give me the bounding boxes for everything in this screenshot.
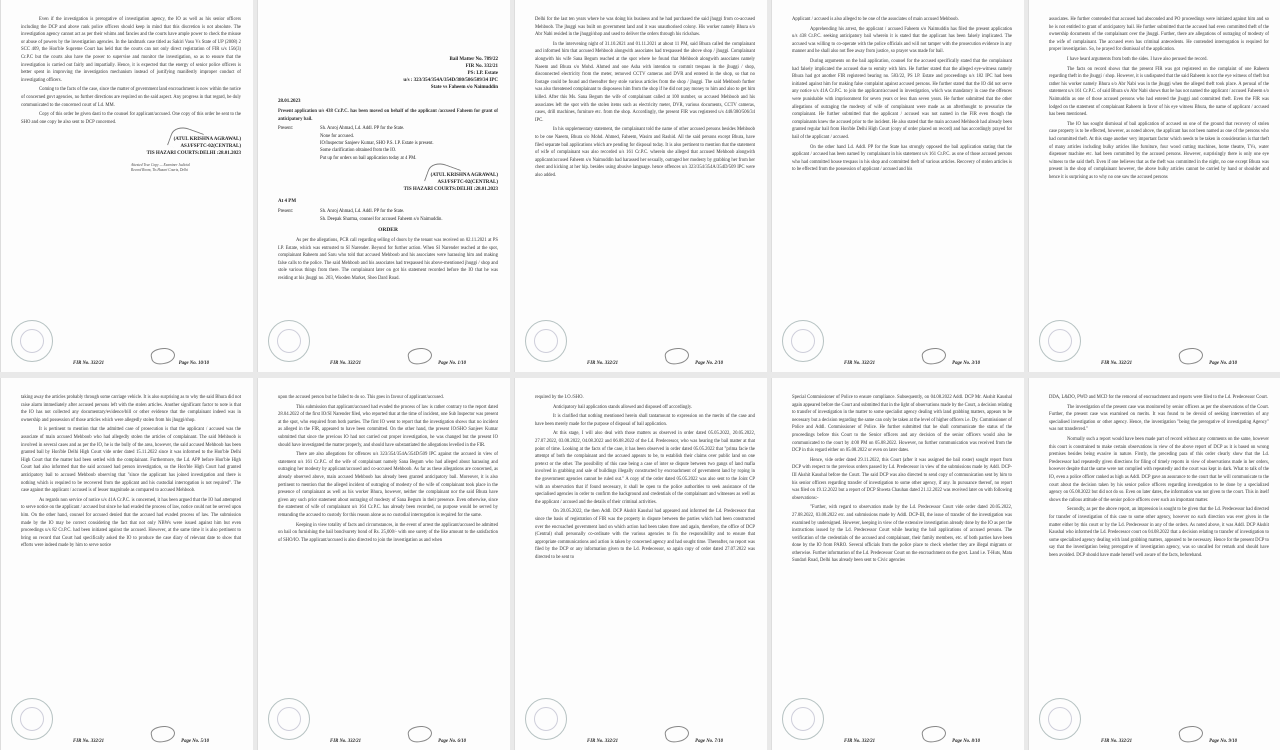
paragraph: Secondly, as per the above report, an impression is sought to be given that the Ld. Predecessor had directed for transfer of investigation of this case to some other agency, however no such direction was ever given in the matter either by this court or by the Ld. Predecessor in any of the orders. As noted above, it was Addl. DCP Akshit Kaushal who informed the Ld. Predecessor court on 04.08.2022 that a decision relating to transfer of investigation to some specialized agency dealing with land grabbing matters, appeared to be necessary. Hence for the present DCP to say that the investigation being prerogative of investigation agency, was so uncalled for remark and should have been avoided. DCP should have made herself well aware of the facts, beforehand. [1049,507,1269,558]
signature-line: TIS HAZARI COURTS:DELHI :28.01.2023 [403,187,498,193]
paragraph: taking away the articles probably through some carriage vehicle. It is also surprising as to why the said Bhura did not raise alarm immediately after accused persons left with the stolen articles. Another significant factor to note is that the IO has not collected any documentary/evidence/bill or other evidence that the complainant indeed was in ownership and possession of those articles which were allegedly stolen from his jhuggi/shop. [21,395,241,423]
case-header [278,56,498,91]
page-number: Page No. 7/10 [695,739,723,744]
present-list [320,125,434,162]
initial-signature-icon [921,724,948,745]
case-header-line: FIR No. 332/21 [465,64,498,69]
signature-line: ASJ/FSFTC-02(CENTRAL) [437,180,498,186]
paragraph: DDA, L&DO, PWD and MCD for the removal of encroachment and reports were filed to the Ld. Predecessor Court. [1049,395,1268,400]
initial-signature-icon [407,346,434,367]
page-number: Page No. 3/10 [952,361,980,366]
paragraph: Normally such a report would have been made part of record without any comments on the same, however this court is constrained to make certain observations in view of the above report of DCP as it is based on wrong premises besides being evasive in nature. Firstly, the preceding para of this order clearly show that the Ld. Predecessor had repeatedly given directions for filing of timely reports in view of observations made in her orders, however despite that the same were not complied with repeatedly and the court was kept in dark. What to talk of the IO, even a police officer ranked as high as Addl. DCP gave an assurance to the court that he will communicate to the court about the decision taken by his senior police officers regarding investigation to be done by a specialized agency on 05.08.2022 but did not do so. Even on later dates, the information was not given to the court. This in itself shows the callous attitude of the senior police officers over such an important matter. [1049,436,1269,503]
paragraph: Keeping in view totality of facts and circumstances, in the event of arrest the applicant/accused be admitted on bail on furnishing the bail bond/surety bond of Rs. 25,000/- with one surety of the like amount to the satisfaction of SHO/IO. The applicant/accused is also directed to join the investigation as and when [278,522,498,543]
present-block [278,208,498,223]
initial-signature-icon [1178,346,1205,367]
page-number: Page No. 8/10 [952,739,980,744]
order-date: At 4 PM [278,199,297,205]
signature-line: (ATUL KRISHNA AGRAWAL) [173,137,241,143]
document-page [514,0,767,372]
court-seal-icon [268,698,310,740]
present-line: IO/Inspector Sanjeev Kumar, SHO P.S. I.P. Estate is present. [320,141,434,146]
court-seal-icon [782,320,824,362]
initial-signature-icon [150,724,177,745]
court-seal-icon [782,698,824,740]
paragraph: "Further, with regard to observation made by the Ld. Predecessor Court vide order dated 20.05.2022, 27.08.2022, 03.08.2022 etc. and submissions made by Addl. DCP-III, the issue of transfer of the investigation was examined by undersigned. However, keeping in view of the extensive investigation already done by the IO as per the instructions issued by the Ld. Predecessor Court while hearing the bail applications of accused persons. The verification of the credentials of the accused and complainant, their family members, etc. of both parties have been done by the IO from PARO. Several officials from the police place to check whether they are illegal migrants or otherwise. Further information of the Ld. Predecessor Court on the encroachment on the govt. Land i.e. T-Huts, Mata Sundari Road, Delhi has already been sent to Civic agencies [792,505,1012,564]
present-line: Put up for orders on bail application today at 4 PM. [320,155,417,161]
document-page [0,378,253,750]
page-number: Page No. 6/10 [438,739,466,744]
fir-number: FIR No. 332/21 [1101,361,1133,366]
paragraph: There are also allegations for offences u/s 323/354/354A/354D/509 IPC against the accused in view of statement u/s 161 Cr.P.C. of the wife of complainant namely Sana Begum who had alleged about harassing and outraging her modesty by applicant/accused and co-accused Mehboob. As far as these allegations are concerned, as already observed above, main accused Mehboob has already been granted anticipatory bail. Moreover, it is also pertinent to mention that the alleged incident of outraging of modesty of the wife of complainant took place in the presence of complainant as well as his worker Bhura, however, neither the complainant nor the said Bhura have given any such prior statement about outraging of modesty of Sana Begum in their presence. Even otherwise, since the statement of wife of complainant u/s 164 Cr.P.C. has already been recorded, no purpose would be served by remanding the accused to custody for this reason alone as no custodial interrogation is required for the same. [278,452,498,518]
page-number: Page No. 4/10 [1209,361,1237,366]
present-line: Sh. Anroj Ahmad, Ld. Addl. PP for the State. [320,126,405,132]
paragraph: In his supplementary statement, the complainant told the name of other accused persons besides Mehboob to be one Naeem, Bhura s/o Mohd. Ahmed, Faheem, Wasim and Rashid. All the said persons except Bhura, have filed separate bail applications which are pending for disposal today. It is also pertinent to mention that the statement of wife of complainant was also recorded u/s 161 Cr.P.C. wherein she alleged that accused Mehboob alongwith applicant/accused Faheem s/o Naimuddin had harassed her sexually, outraged her modesty by grabbing her from her chest and kicking at her hip. besides using abusive language. hence offences u/s 323/354/354A/354D/509 IPC were also added. [535,127,755,178]
paragraph: As per the allegations, PCR call regarding selling of doors by the tenant was received on 02.11.2021 at PS I.P. Estate, which was entrusted to SI Narender. Beyond for further action. When SI Narender reached at the spot, complainant Raheem and Saru who told that accused Mehboob and his associates were harassing him and making false calls to the police. The said Mehboob and his associates had trespassed his above-mentioned jhuggi / shop and stole various things from there. The complainant later on got his statement recorded before the IO that he was residing at his jhuggi no. 203, Wooden Market, Sheo Dard Road. [278,238,498,281]
present-list [320,208,443,223]
signature-line: ASJ/FSFTC-02(CENTRAL) [180,144,241,150]
present-label: Present: [278,209,294,215]
fir-number: FIR No. 332/21 [73,739,105,744]
paragraph: It is pertinent to mention that the admitted case of prosecution is that the applicant / accused was the associate of main accused Mehboob who had allegedly stolen the articles of complainant. The said Mehboob is involved in several cases and as per the IO, he is the bully of the area, however, the said accused Mehboob has been granted bail by Hon'ble Delhi High Court vide order dated 15.11.2022 since it was informed to the Hon'ble Delhi High Court that the matter had been settled with the complainant. Furthermore, the Ld. APP before Hon'ble High Court had also informed that the said accused had person investigation, so the Hon'ble High Court had granted anticipatory bail to accused Mehboob observing that "since the applicant has joined investigation and there is nothing which is required to be recovered from the applicant and his custodial interrogation is not required". The case against the applicant / accused is of lesser magnitude as compared to accused Mehboob. [21,427,241,494]
paragraph: The IO has sought dismissal of bail application of accused on one of the ground that recovery of stolen case property is to be effected, however, as noted above, the applicant has not been named as one of the persons who had committed theft. At this stage another very important factor which needs to be taken in consideration is that theft of many articles including bulky articles like furniture, four wood cutting machines, home theatre, TVs, water dispenser machine etc. had been committed by the accused persons. However, surprisingly there is only one eye witness to the said theft. Even if one believes that as the theft was committed in the night, no one except Bhura was present in the shop of complainant however, the above bulky articles cannot be carried by hand or shoulder and hence it is surprising as to why no one saw the accused persons [1049,121,1269,180]
present-line: Sh. Anroj Ahmad, Ld. Addl. PP for the State. [320,209,405,215]
case-header-line: State vs Faheem s/o Naimuddin [430,85,498,90]
court-seal-icon [525,698,567,740]
court-seal-icon [11,320,53,362]
judge-signature-block [21,136,241,157]
paragraph: Delhi for the last ten years where he was doing his business and he had purchased the said jhuggi from co-accused Mehboob. The jhuggi was built on government land and it was unauthorised colony. His worker namely Bhura s/o Abr Nabi resided in the jhuggi/shop and used to deliver the orders through his rickshaw. [535,17,755,38]
signature-line: (ATUL KRISHNA AGRAWAL) [430,173,498,179]
fir-number: FIR No. 332/21 [73,361,105,366]
document-page [257,0,510,372]
page-number: Page No. 10/10 [178,361,209,366]
signature-line: TIS HAZARI COURTS:DELHI :28.01.2023 [146,151,241,157]
initial-signature-icon [921,346,948,367]
court-seal-icon [11,698,53,740]
court-seal-icon [525,320,567,362]
court-seal-icon [1039,320,1081,362]
document-page [771,0,1024,372]
paragraph: The facts on record shows that the present FIR was got registered on the complaint of one Raheem regarding theft in the jhuggi / shop. However, it is undisputed that the said Raheem is not the eye witness of theft but rather his worker namely Bhura s/o Abr Nabi was in the jhuggi when the alleged theft took place. A perusal of the statement u/s 161 Cr.P.C. of said Bhura s/o Abr Nabi shows that he has not named the applicant / accused Faheem s/o Naimuddin as one of those accused persons who had entered the jhuggi and committed theft. Even the FIR was lodged on the statement of complainant Raheem in favor of his eye witness Bhura, the name of applicant / accused has been mentioned. [1049,66,1270,118]
paragraph: associates. He further contended that accused had absconded and PO proceedings were initiated against him and so he is not entitled to grant of anticipatory bail. He further submitted that the accused had even committed theft of the ownership documents of the complainant over the jhuggi. Further, there are allegations of outraging of modesty of the wife of complainant. The accused even has criminal antecedents. He contended interrogation is required for proper investigation. So, he prayed for dismissal of the application. [1049,17,1269,53]
page-number: Page No. 1/10 [438,361,466,366]
paragraph: required by the I.O./SHO. [535,395,584,400]
present-block [278,125,498,162]
order-date: 28.01.2023 [278,99,301,104]
initial-signature-icon [664,724,691,745]
paragraph: As regards non service of notice u/s 41A Cr.P.C. is concerned, it has been argued that the IO had attempted to serve notice on the applicant / accused but since he had evaded the process of law, notice could not be served upon him. On the other hand, counsel for accused denied that the accused had evaded process of law. The submission made by the IO may be correct considering the fact that not only NBWs were issued against him but even proceedings u/s 82 Cr.P.C. had been initiated against the accused. However, at the same time it is also pertinent to bring on record that Court had specifically asked the IO to produce the case diary of relevant date to show that efforts were indeed made by him to serve notice [21,497,241,549]
paragraph: Anticipatory bail application stands allowed and disposed off accordingly. [553,404,693,410]
case-header-line: Bail Matter No. 789/22 [449,57,498,62]
initial-signature-icon [407,724,434,745]
judge-signature-block [278,172,498,193]
fir-number: FIR No. 332/21 [330,739,362,744]
present-line: Sh. Deepak Sharma, counsel for accused Faheem s/o Naimuddin. [320,216,443,222]
section-heading: ORDER [378,227,398,234]
initial-signature-icon [1178,724,1205,745]
fir-number: FIR No. 332/21 [330,361,362,366]
paragraph: Hence, vide order dated 29.11.2022, this Court (after it was assigned the bail roster) sought report from DCP with respect to the previous orders passed by Ld. Predecessor in view of the submissions made by Addl. DCP-III Akshit Kaushal before the Court. The said DCP was also directed to send copy of communication sent by him to his senior officers regarding transfer of investigation to some other agency, if any. In pursuance thereof, no report was filed on 19.12.2022 but a report of DCP Shweta Chauhan dated 21.12.2022 was received later on with following observations:- [792,457,1012,501]
paragraph: It is clarified that nothing mentioned herein shall tantamount to expression on the merits of the case and have been merely made for the purpose of disposal of bail application. [535,414,755,427]
document-page [514,378,767,750]
paragraph: On the other hand Ld. Addl. PP for the State has strongly opposed the bail application stating that the applicant / accused has been named by complainant in his statement u/s 161 Cr.P.C. as one of those accused persons who had committed house trespass in his shop and committed theft of various articles. Recovery of stolen articles is to be effected from the possession of applicant / accused and his [792,144,1012,173]
page-number: Page No. 5/10 [181,739,209,744]
paragraph: Even if the investigation is prerogative of investigation agency, the IO as well as his senior officers including the DCP and above rank police officers should keep in mind that this discretion is not absolute. The investigation agency cannot act as per their whims and fancies and the courts have ample power to check the misuse or abuse of powers by the investigation agencies. In the landmark case titled as Sakiri Vasu Vs State of UP (2008) 2 SCC 409, the Hon'ble Supreme Court has held that the courts can not only direct registration of FIR u/s 156(3) Cr.P.C but the courts also have the power to supervise and monitor the investigation, so as to ensure that the investigation is carried out fairly and impartially. Hence, it is expected that the energy of senior police officers is better spent in improving the investigation mechanism instead of justifying manifestly improper conduct of investigating officers. [21,17,241,83]
fir-number: FIR No. 332/21 [587,361,619,366]
fir-number: FIR No. 332/21 [844,739,876,744]
fir-number: FIR No. 332/21 [587,739,619,744]
document-page [771,378,1024,750]
attestation-stamp: Attested True Copy — Examiner Judicial Record Room, Tis Hazari Courts, Delhi [131,163,190,173]
paragraph: During arguments on the bail application, counsel for the accused specifically stated that the complainant had falsely implicated the accused due to enmity with him. He further stated that the alleged eye-witness namely Bhura had got another FIR registered bearing no. 583/22, PS I.P. Estate and proceedings u/s 182 IPC had been initiated against him for making false complaint against accused persons. He further stated that the IO did not serve any notice u/s 41A Cr.P.C. to join the applicant/accused in investigation, which was mandatory in case the offences were punishable with imprisonment for seven years or less than seven years. He further submitted that the other allegations of outraging the modesty of wife of complainant were made as an afterthought to pressurize the complainant. He further submitted that the applicant / accused was not named in the FIR even though the complainants knew the accused prior to the incident. He also stated that the main accused Mehboob had already been granted regular bail from Hon'ble Delhi High Court (copy of order placed on record) and has accordingly prayed for bail of the applicant / accused. [792,58,1012,140]
paragraph: Applicant / accused is also alleged to be one of the associates of main accused Mehboob. [792,17,959,22]
paragraph: The investigation of the present case was monitored by senior officers as per the observations of the Court. Further, the present case was examined on merits. It was found to be devoid of seeking intervention of any specialised investigation or other agency. Hence, the investigation "being the prerogative of investigating Agency" was not transferred." [1049,404,1269,433]
paragraph: Apprehending his arrest, the applicant / accused Faheem s/o Naimuddin has filed the present application u/s 438 Cr.P.C. seeking anticipatory bail wherein it is stated that the applicant has been falsely implicated. The accused was willing to co-operate with the police officials and will not tamper with the prosecution evidence in any manner and he shall also not flee away from justice, so prayer was made for bail. [792,26,1012,55]
present-line: Some clarification obtained from the IO. [320,148,397,154]
fir-number: FIR No. 332/21 [844,361,876,366]
document-page [257,378,510,750]
case-header-line: u/s : 323/354/354A/354D/380/506/509/34 IPC [403,78,498,83]
present-label: Present: [278,126,294,132]
court-seal-icon [1039,698,1081,740]
document-page [1028,378,1280,750]
paragraph: Present application u/s 438 Cr.P.C. has been moved on behalf of the applicant /accused Faheem for grant of anticipatory bail. [278,109,498,122]
paragraph: This submission that applicant/accused had evaded the process of law is rather contrary to the report dated 28.04.2022 of the first IO/SI Narender filed, who reported that at the time of incident, one Sub Inspector was present at the spot, who enquired from both parties. The first IO went to report that the investigation shows that no incident as alleged in the FIR, appeared to have been committed. On the other hand, the present IO/SHO Sanjeev Kumar submitted that since the previous IO had not carried out proper investigation, he was changed but the present IO should have investigated the matter properly, and should have substantiated the allegations levelled in the FIR. [278,404,498,448]
initial-signature-icon [664,346,691,367]
page-number: Page No. 9/10 [1209,739,1237,744]
page-number: Page No. 2/10 [695,361,723,366]
paragraph: Coming to the facts of the case, since the matter of government land encroachment is now within the notice of concerned govt agencies, no further directions are required on the said aspect. Any progress in that regard, be duly communicated to the concerned court of Ld. MM. [21,87,241,108]
paragraph: In the intervening night of 31.10.2021 and 01.11.2021 at about 11 PM, said Bhura called the complainant and informed him that accused Mehboob alongwith associates had trespassed the above shop / jhuggi. Complainant alongwith his wife Sana Begum reached at the spot where he found that Mehboob alongwith associates namely Naeem and Bhura s/o Mohd. Ahmed and one Asha with intention to commit trespass in the jhuggi / shop, disconnected electricity from the meter, removed CCTV cameras and DVR and entered in the shop, so that no footage could be found and thereafter they stole various articles from the shop / jhuggi. The said Mehboob further was also threatened complainant to dispossess him from the shop if he did not pay money to him and also to get him killed. After this Ms. Sana Begum the wife of complainant called at 100 number, so accused Mehboob and his associates left the spot with the stolen items such as electricity meter, DVR, various documents, CCTV cameras, cases, drill machines, furniture etc. from the shop. Accordingly, the present FIR was registered u/s 448/380/506/34 IPC. [535,41,755,123]
document-page [1028,0,1280,372]
paragraph: I have heard arguments from both the sides. I have also perused the record. [1067,56,1208,62]
case-header-line: PS: I.P. Estate [467,71,498,76]
paragraph: Copy of this order be given dasti to the counsel for applicant/accused. One copy of this order be sent to the SHO and one copy be also sent to DCP concerned. [21,112,241,125]
paragraph: Special Commissioner of Police to ensure compliance. Subsequently, on 04.08.2022 Addl. DCP Mr. Akshit Kaushal again appeared before the Court and submitted that in the light of observations made by the Court, a decision relating to transfer of investigation in the matter to some specialist agency dealing with land grabbing matters, appears to be necessary but a decision regarding the same can only be taken at the level of higher officers i.e. Dy. Commissioner of Police and Addl. Commissioner of Police. He further submitted that he shall communicate the status of the proceedings before this Court to the Senior officers and any decision of the senior officers would also be communicated to the court by 4:00 PM on 05.08.2022. However, no further communication was received from the DCP in this regard either on 05.08.2022 or even on later dates. [792,395,1012,454]
fir-number: FIR No. 332/21 [1101,739,1133,744]
paragraph: At this stage, I will also deal with those matters as observed in order dated 05.05.2022, 20.05.2022, 27.07.2022, 03.08.2022, 04.08.2022 and 06.08.2022 of the Ld. Predecessor, who was hearing the bail matter at that point of time. Looking at the facts of the case, it has been observed in order dated 05.05.2022 that "prima facie the attempt of both the complainant and the accused appears to be, to establish their claims over public land on one pretext or the other. The possibility of this case being a case of inter se dispute between two gangs of land mafia involved in grabbing and sale of buildings illegally constructed by encroachment of government land by roping in the government agencies cannot be ruled out." A copy of the order dated 05.05.2022 was also sent to the Joint CP with an observation that if found necessary, it shall be open to the police authorities to seek assistance of the specialised agencies in order to confirm the background and credentials of the complainant and witnesses as well as the applicant / accused and the details of their criminal activities. [535,431,755,505]
paragraph: upon the accused person but he failed to do so. This goes in favour of applicant/accused. [278,395,444,400]
document-page [0,0,253,372]
paragraph: On 20.05.2022, the then Addl. DCP Akshit Kaushal had appeared and informed the Ld. Predecessor that since the basis of registration of FIR was the property in dispute between the parties which had been constructed over the encroached government land on which action had been taken three and again, therefore, the office of DCP (Central) shall personally co-ordinate with the various agencies to fix the responsibility and to ensure that appropriate communications and action is taken by concerned agency and had sought time. Thereafter, no report was filed by the DCP or any information given to the Ld. Predecessor, so again copy of order dated 27.07.2022 was directed to be sent to [535,509,755,560]
court-seal-icon [268,320,310,362]
initial-signature-icon [150,346,177,367]
present-line: None for accused. [320,133,354,139]
